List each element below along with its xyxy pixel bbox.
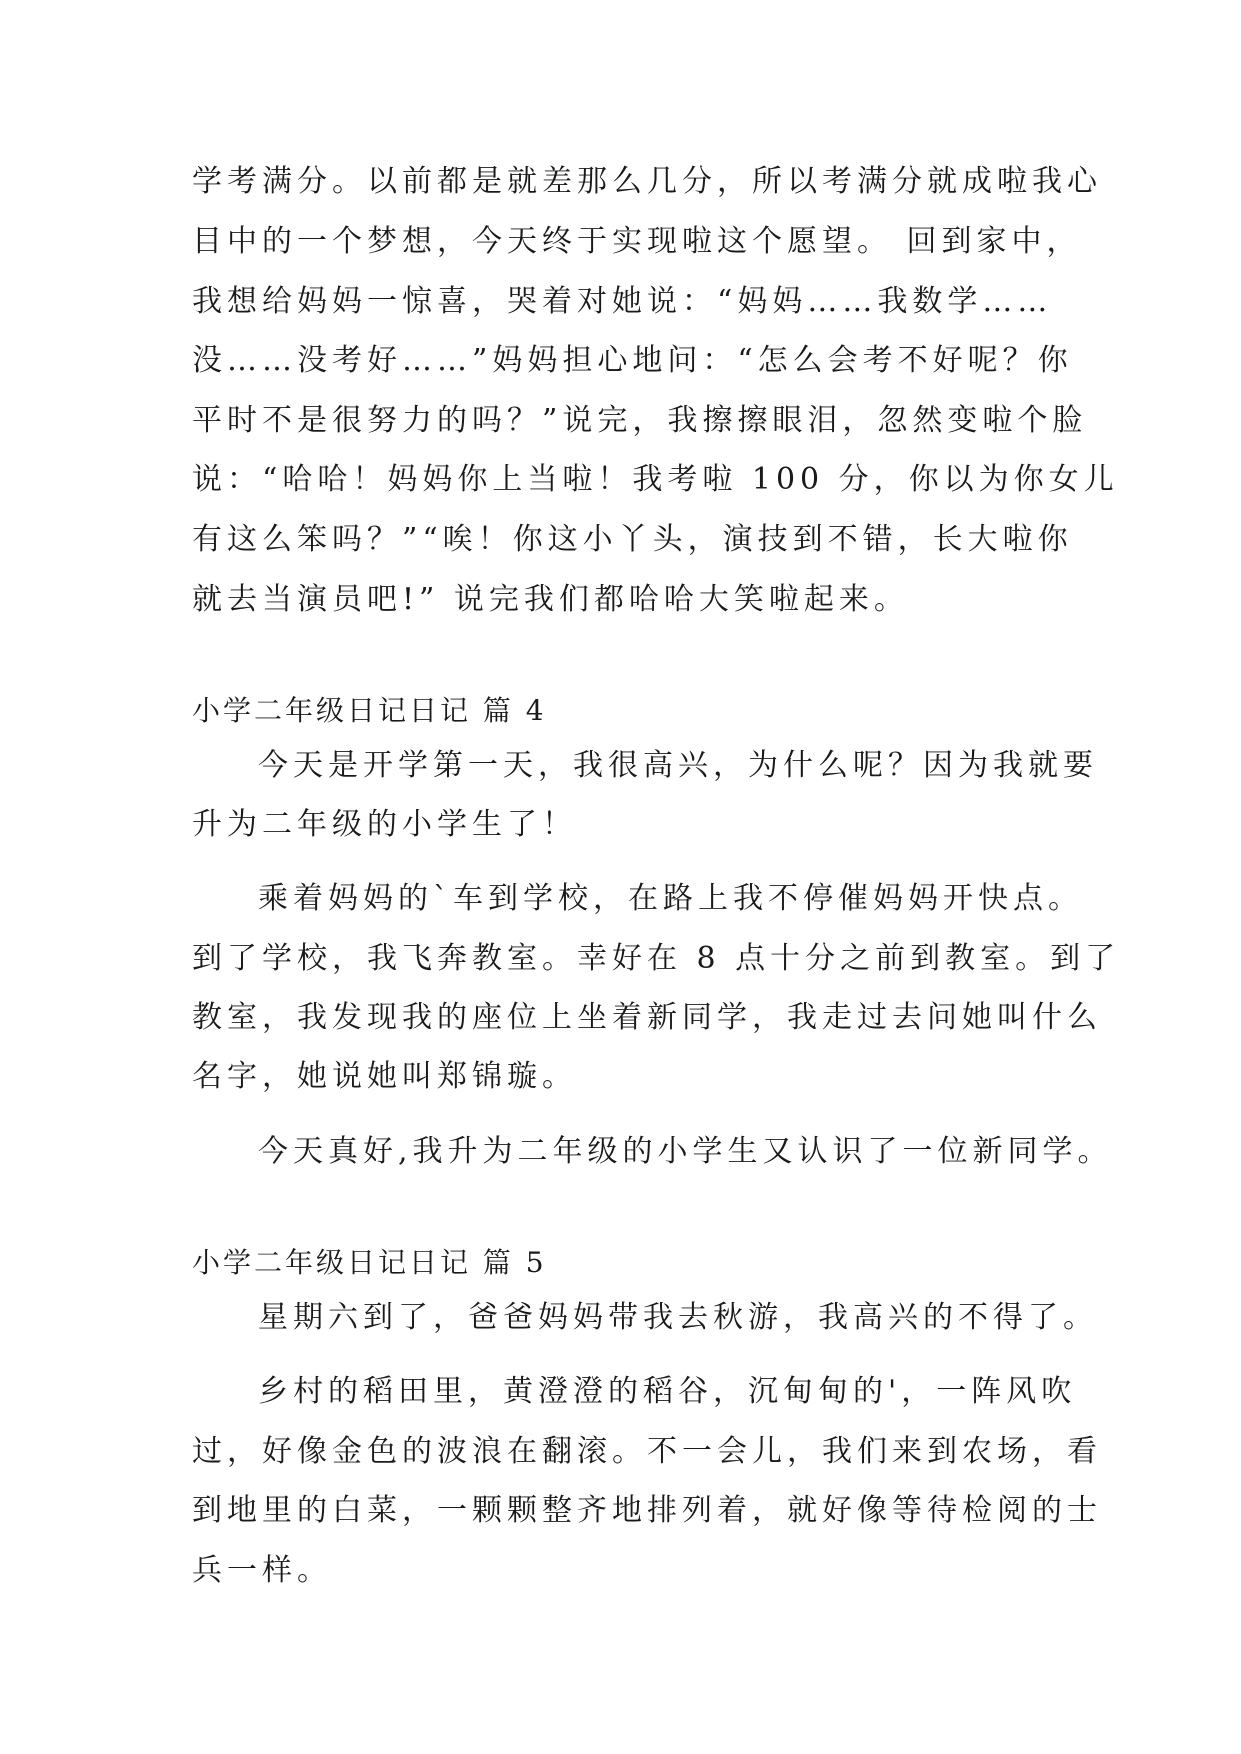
text-line: 今天是开学第一天，我很高兴，为什么呢？因为我就要: [258, 748, 1098, 783]
text-line: 有这么笨吗？”“唉！你这小丫头，演技到不错，长大啦你: [192, 522, 1073, 557]
text-line: 平时不是很努力的吗？”说完，我擦擦眼泪，忽然变啦个脸: [192, 403, 1088, 438]
text-line: 星期六到了，爸爸妈妈带我去秋游，我高兴的不得了。: [258, 1300, 1098, 1335]
text-line: 到了学校，我飞奔教室。幸好在 8 点十分之前到教室。到了: [192, 941, 1121, 976]
section-heading: 小学二年级日记日记 篇 5: [192, 1246, 547, 1279]
text-line: 学考满分。以前都是就差那么几分，所以考满分就成啦我心: [192, 164, 1102, 199]
text-line: 教室，我发现我的座位上坐着新同学，我走过去问她叫什么: [192, 1000, 1102, 1035]
text-line: 乡村的稻田里，黄澄澄的稻谷，沉甸甸的'，一阵风吹: [258, 1374, 1077, 1409]
text-line: 到地里的白菜，一颗颗整齐地排列着，就好像等待检阅的士: [192, 1493, 1102, 1528]
text-line: 升为二年级的小学生了！: [192, 807, 577, 842]
text-line: 过，好像金色的波浪在翻滚。不一会儿，我们来到农场，看: [192, 1434, 1102, 1469]
text-line: 就去当演员吧!” 说完我们都哈哈大笑啦起来。: [192, 582, 909, 617]
text-line: 乘着妈妈的`车到学校，在路上我不停催妈妈开快点。: [258, 881, 1083, 916]
section-heading: 小学二年级日记日记 篇 4: [192, 694, 547, 727]
text-line: 说：“哈哈！妈妈你上当啦！我考啦 100 分，你以为你女儿: [192, 462, 1119, 497]
text-line: 没……没考好……”妈妈担心地问：“怎么会考不好呢？你: [192, 343, 1073, 378]
text-line: 我想给妈妈一惊喜，哭着对她说：“妈妈……我数学……: [192, 284, 1053, 319]
text-line: 名字，她说她叫郑锦璇。: [192, 1059, 577, 1094]
text-line: 目中的一个梦想，今天终于实现啦这个愿望。 回到家中，: [192, 224, 1082, 259]
text-line: 今天真好,我升为二年级的小学生又认识了一位新同学。: [258, 1134, 1113, 1169]
text-line: 兵一样。: [192, 1553, 332, 1588]
